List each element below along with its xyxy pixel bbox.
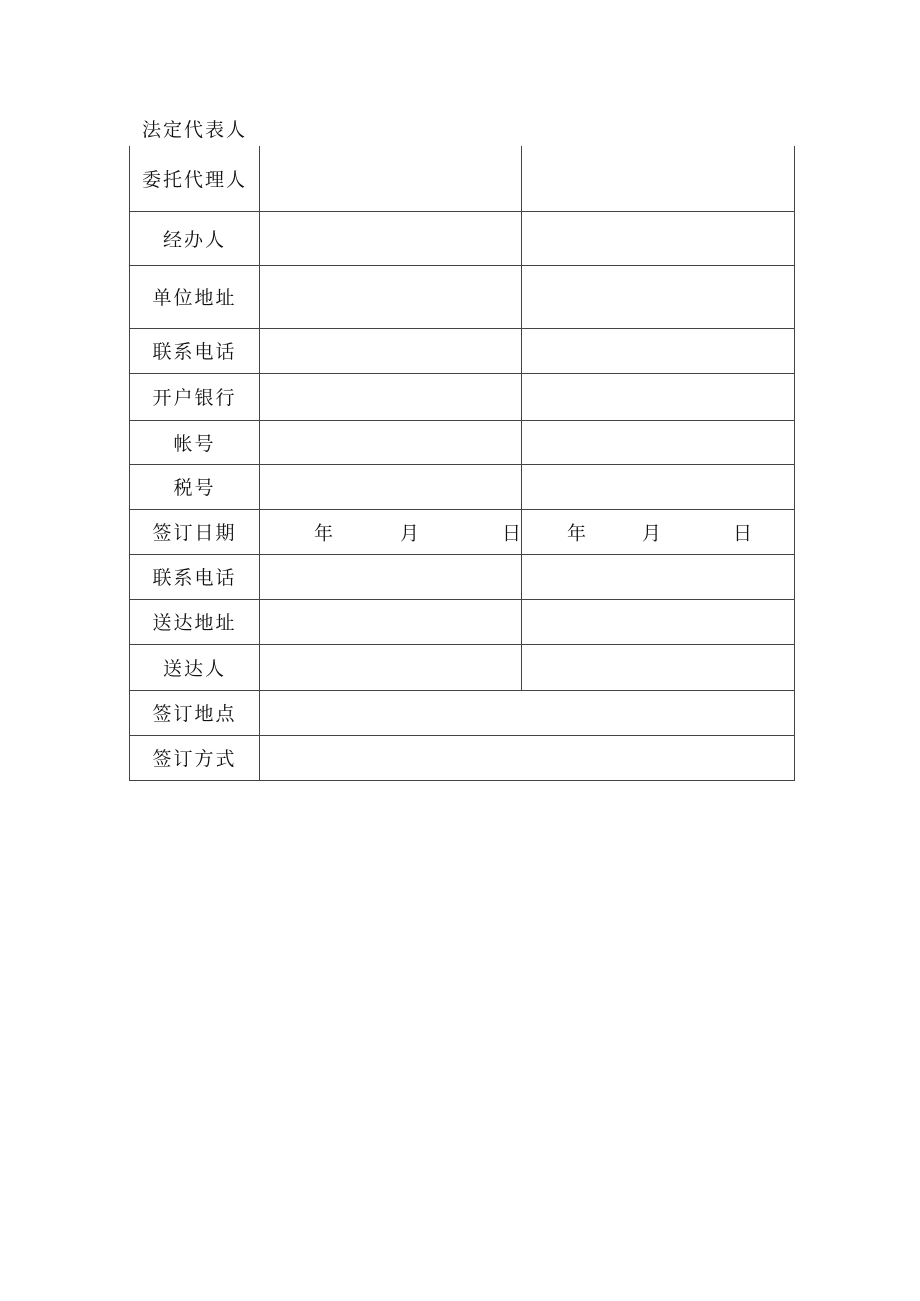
- table-row: [130, 509, 795, 554]
- party-b-account-cell[interactable]: [522, 420, 795, 464]
- date-month-label: 月: [400, 522, 422, 544]
- table-row: [130, 464, 795, 509]
- row-label-contact-phone: 联系电话: [130, 554, 260, 599]
- table-row: [130, 265, 795, 328]
- date-day-label: 日: [733, 522, 755, 544]
- row-label-delivery-address: 送达地址: [130, 599, 260, 644]
- table-row: [130, 328, 795, 373]
- party-b-sign-date-cell[interactable]: [522, 509, 795, 554]
- row-label-handler: 经办人: [130, 211, 260, 265]
- party-b-agent-cell[interactable]: [522, 146, 795, 211]
- row-label-bank: 开户银行: [130, 373, 260, 420]
- row-label-address: 单位地址: [130, 265, 260, 328]
- party-a-delivery-address-cell[interactable]: [260, 599, 522, 644]
- party-a-sign-date-cell[interactable]: [260, 509, 522, 554]
- party-b-recipient-cell[interactable]: [522, 644, 795, 690]
- row-label-tax-number: 税号: [130, 464, 260, 509]
- party-b-tax-number-cell[interactable]: [522, 464, 795, 509]
- row-label-recipient: 送达人: [130, 644, 260, 690]
- party-b-bank-cell[interactable]: [522, 373, 795, 420]
- contract-party-table: [129, 146, 795, 781]
- party-b-contact-phone-cell[interactable]: [522, 554, 795, 599]
- party-b-handler-cell[interactable]: [522, 211, 795, 265]
- table-row: [130, 735, 795, 780]
- table-row: [130, 420, 795, 464]
- table-row: [130, 554, 795, 599]
- party-a-contact-phone-cell[interactable]: [260, 554, 522, 599]
- date-year-label: 年: [567, 522, 589, 544]
- party-a-tax-number-cell[interactable]: [260, 464, 522, 509]
- row-label-account: 帐号: [130, 420, 260, 464]
- party-a-address-cell[interactable]: [260, 265, 522, 328]
- date-year-label: 年: [314, 522, 336, 544]
- party-a-phone-cell[interactable]: [260, 328, 522, 373]
- party-a-recipient-cell[interactable]: [260, 644, 522, 690]
- date-day-label: 日: [502, 522, 524, 544]
- party-b-address-cell[interactable]: [522, 265, 795, 328]
- table-row: [130, 211, 795, 265]
- date-month-label: 月: [642, 522, 664, 544]
- party-b-delivery-address-cell[interactable]: [522, 599, 795, 644]
- legal-representative-label: 法定代表人: [141, 119, 247, 141]
- row-label-agent: 委托代理人: [130, 146, 260, 211]
- sign-place-cell[interactable]: [260, 690, 795, 735]
- party-a-account-cell[interactable]: [260, 420, 522, 464]
- table-row: [130, 373, 795, 420]
- row-label-sign-method: 签订方式: [130, 735, 260, 780]
- row-label-phone: 联系电话: [130, 328, 260, 373]
- party-a-bank-cell[interactable]: [260, 373, 522, 420]
- table-row: [130, 599, 795, 644]
- sign-method-cell[interactable]: [260, 735, 795, 780]
- party-a-agent-cell[interactable]: [260, 146, 522, 211]
- table-row: [130, 146, 795, 211]
- party-a-handler-cell[interactable]: [260, 211, 522, 265]
- row-label-sign-place: 签订地点: [130, 690, 260, 735]
- table-row: [130, 690, 795, 735]
- table-row: [130, 644, 795, 690]
- party-b-phone-cell[interactable]: [522, 328, 795, 373]
- row-label-sign-date: 签订日期: [130, 509, 260, 554]
